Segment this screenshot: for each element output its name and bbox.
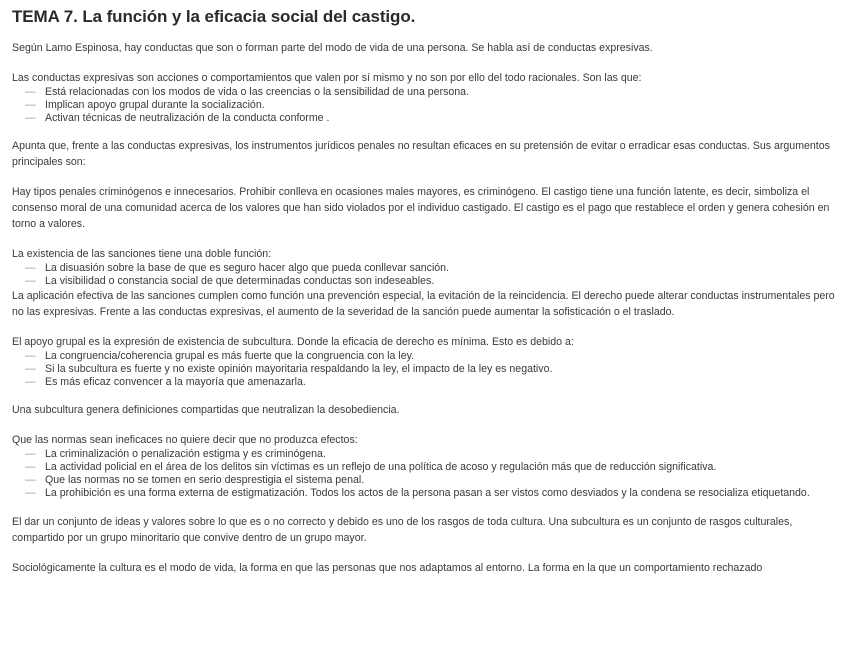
list-efectos — [12, 448, 836, 499]
dash-bullet: — — [25, 448, 36, 461]
list-item: — Está relacionadas con los modos de vida o las creencias o la sensibilidad de una persona. — [25, 86, 470, 98]
dash-bullet: — — [25, 473, 36, 486]
dash-bullet: — — [25, 262, 36, 275]
paragraph-doble-funcion: La existencia de las sanciones tiene una doble función: — [12, 248, 272, 261]
list-subcultura — [12, 350, 836, 388]
paragraph-conductas-expresivas: Las conductas expresivas son acciones o comportamientos que valen por sí mismo y no son por ello del todo racionales. Son las que: — [12, 72, 642, 84]
list-funciones — [12, 262, 836, 288]
dash-bullet: — — [25, 111, 36, 124]
dash-bullet: — — [25, 461, 36, 474]
list-item: — La prohibición es una forma externa de estigmatización. Todos los actos de la persona pasan a ser vistos como desviados y la condena se resocializa etiquetando. — [25, 486, 810, 499]
page-title: TEMA 7. La función y la eficacia social del castigo. — [12, 7, 416, 26]
dash-bullet: — — [25, 486, 36, 499]
list-item: — La actividad policial en el área de los delitos sin víctimas es un reflejo de una política de acoso y regulación más que de reducción significativa. — [25, 461, 717, 474]
dash-bullet: — — [25, 86, 36, 98]
list-item: — Es más eficaz convencer a la mayoría que amenazarla. — [25, 375, 306, 388]
dash-bullet: — — [25, 362, 36, 375]
dash-bullet: — — [25, 275, 36, 288]
paragraph-intro: Según Lamo Espinosa, hay conductas que son o forman parte del modo de vida de una persona. Se habla así de conductas expresivas. — [12, 42, 653, 54]
list-item: — Que las normas no se tomen en serio desprestigia el sistema penal. — [25, 473, 365, 486]
paragraph-normas-ineficaces: Que las normas sean ineficaces no quiere decir que no produzca efectos: — [12, 434, 358, 447]
list-caracteristicas — [12, 86, 836, 124]
paragraph-tipos-penales: Hay tipos penales criminógenos e innecesarios. Prohibir conlleva en ocasiones males mayores, es criminógeno. El castigo tiene una función latente, es decir, simboliza el consenso moral de una comunidad acerca de los valores que han sido violados por el individuo castigado. El castigo es el pago que restablece el orden y genera cohesión en torno a valores. — [12, 186, 830, 231]
dash-bullet: — — [25, 349, 36, 362]
paragraph-apoyo-grupal: El apoyo grupal es la expresión de existencia de subcultura. Donde la eficacia de derecho es mínima. Esto es debido a: — [12, 335, 574, 348]
list-item: — Activan técnicas de neutralización de la conducta conforme . — [25, 111, 330, 124]
list-item: — Implican apoyo grupal durante la socialización. — [25, 98, 265, 111]
list-item: — La criminalización o penalización estigma y es criminógena. — [25, 448, 326, 461]
dash-bullet: — — [25, 98, 36, 111]
paragraph-definiciones-compartidas: Una subcultura genera definiciones compartidas que neutralizan la desobediencia. — [12, 404, 400, 417]
list-item: — Si la subcultura es fuerte y no existe opinión mayoritaria respaldando la ley, el impacto de la ley es negativo. — [25, 362, 553, 375]
dash-bullet: — — [25, 375, 36, 388]
paragraph-sociologicamente: Sociológicamente la cultura es el modo de vida, la forma en que las personas que nos adaptamos al entorno. La forma en la que un comportamiento rechazado — [12, 561, 763, 574]
list-item: — La disuasión sobre la base de que es seguro hacer algo que pueda conllevar sanción. — [25, 262, 450, 275]
paragraph-cultura-subcultura: El dar un conjunto de ideas y valores sobre lo que es o no correcto y debido es uno de los rasgos de toda cultura. Una subcultura es un conjunto de rasgos culturales, compartido por un grupo minoritario que convive dentro de un grupo mayor. — [12, 515, 793, 544]
list-item: — La congruencia/coherencia grupal es más fuerte que la congruencia con la ley. — [25, 349, 415, 362]
paragraph-instrumentos-juridicos: Apunta que, frente a las conductas expresivas, los instrumentos jurídicos penales no resultan eficaces en su pretensión de evitar o erradicar esas conductas. Sus argumentos principales son: — [12, 140, 830, 169]
list-item: — La visibilidad o constancia social de que determinadas conductas son indeseables. — [25, 275, 435, 288]
paragraph-aplicacion-sanciones: La aplicación efectiva de las sanciones cumplen como función una prevención especial, la evitación de la reincidencia. El derecho puede alterar conductas instrumentales pero no las expresivas. Frente a las conductas expresivas, el aumento de la severidad de la sanción puede aumentar la sofisticación o el traslado. — [12, 289, 835, 318]
